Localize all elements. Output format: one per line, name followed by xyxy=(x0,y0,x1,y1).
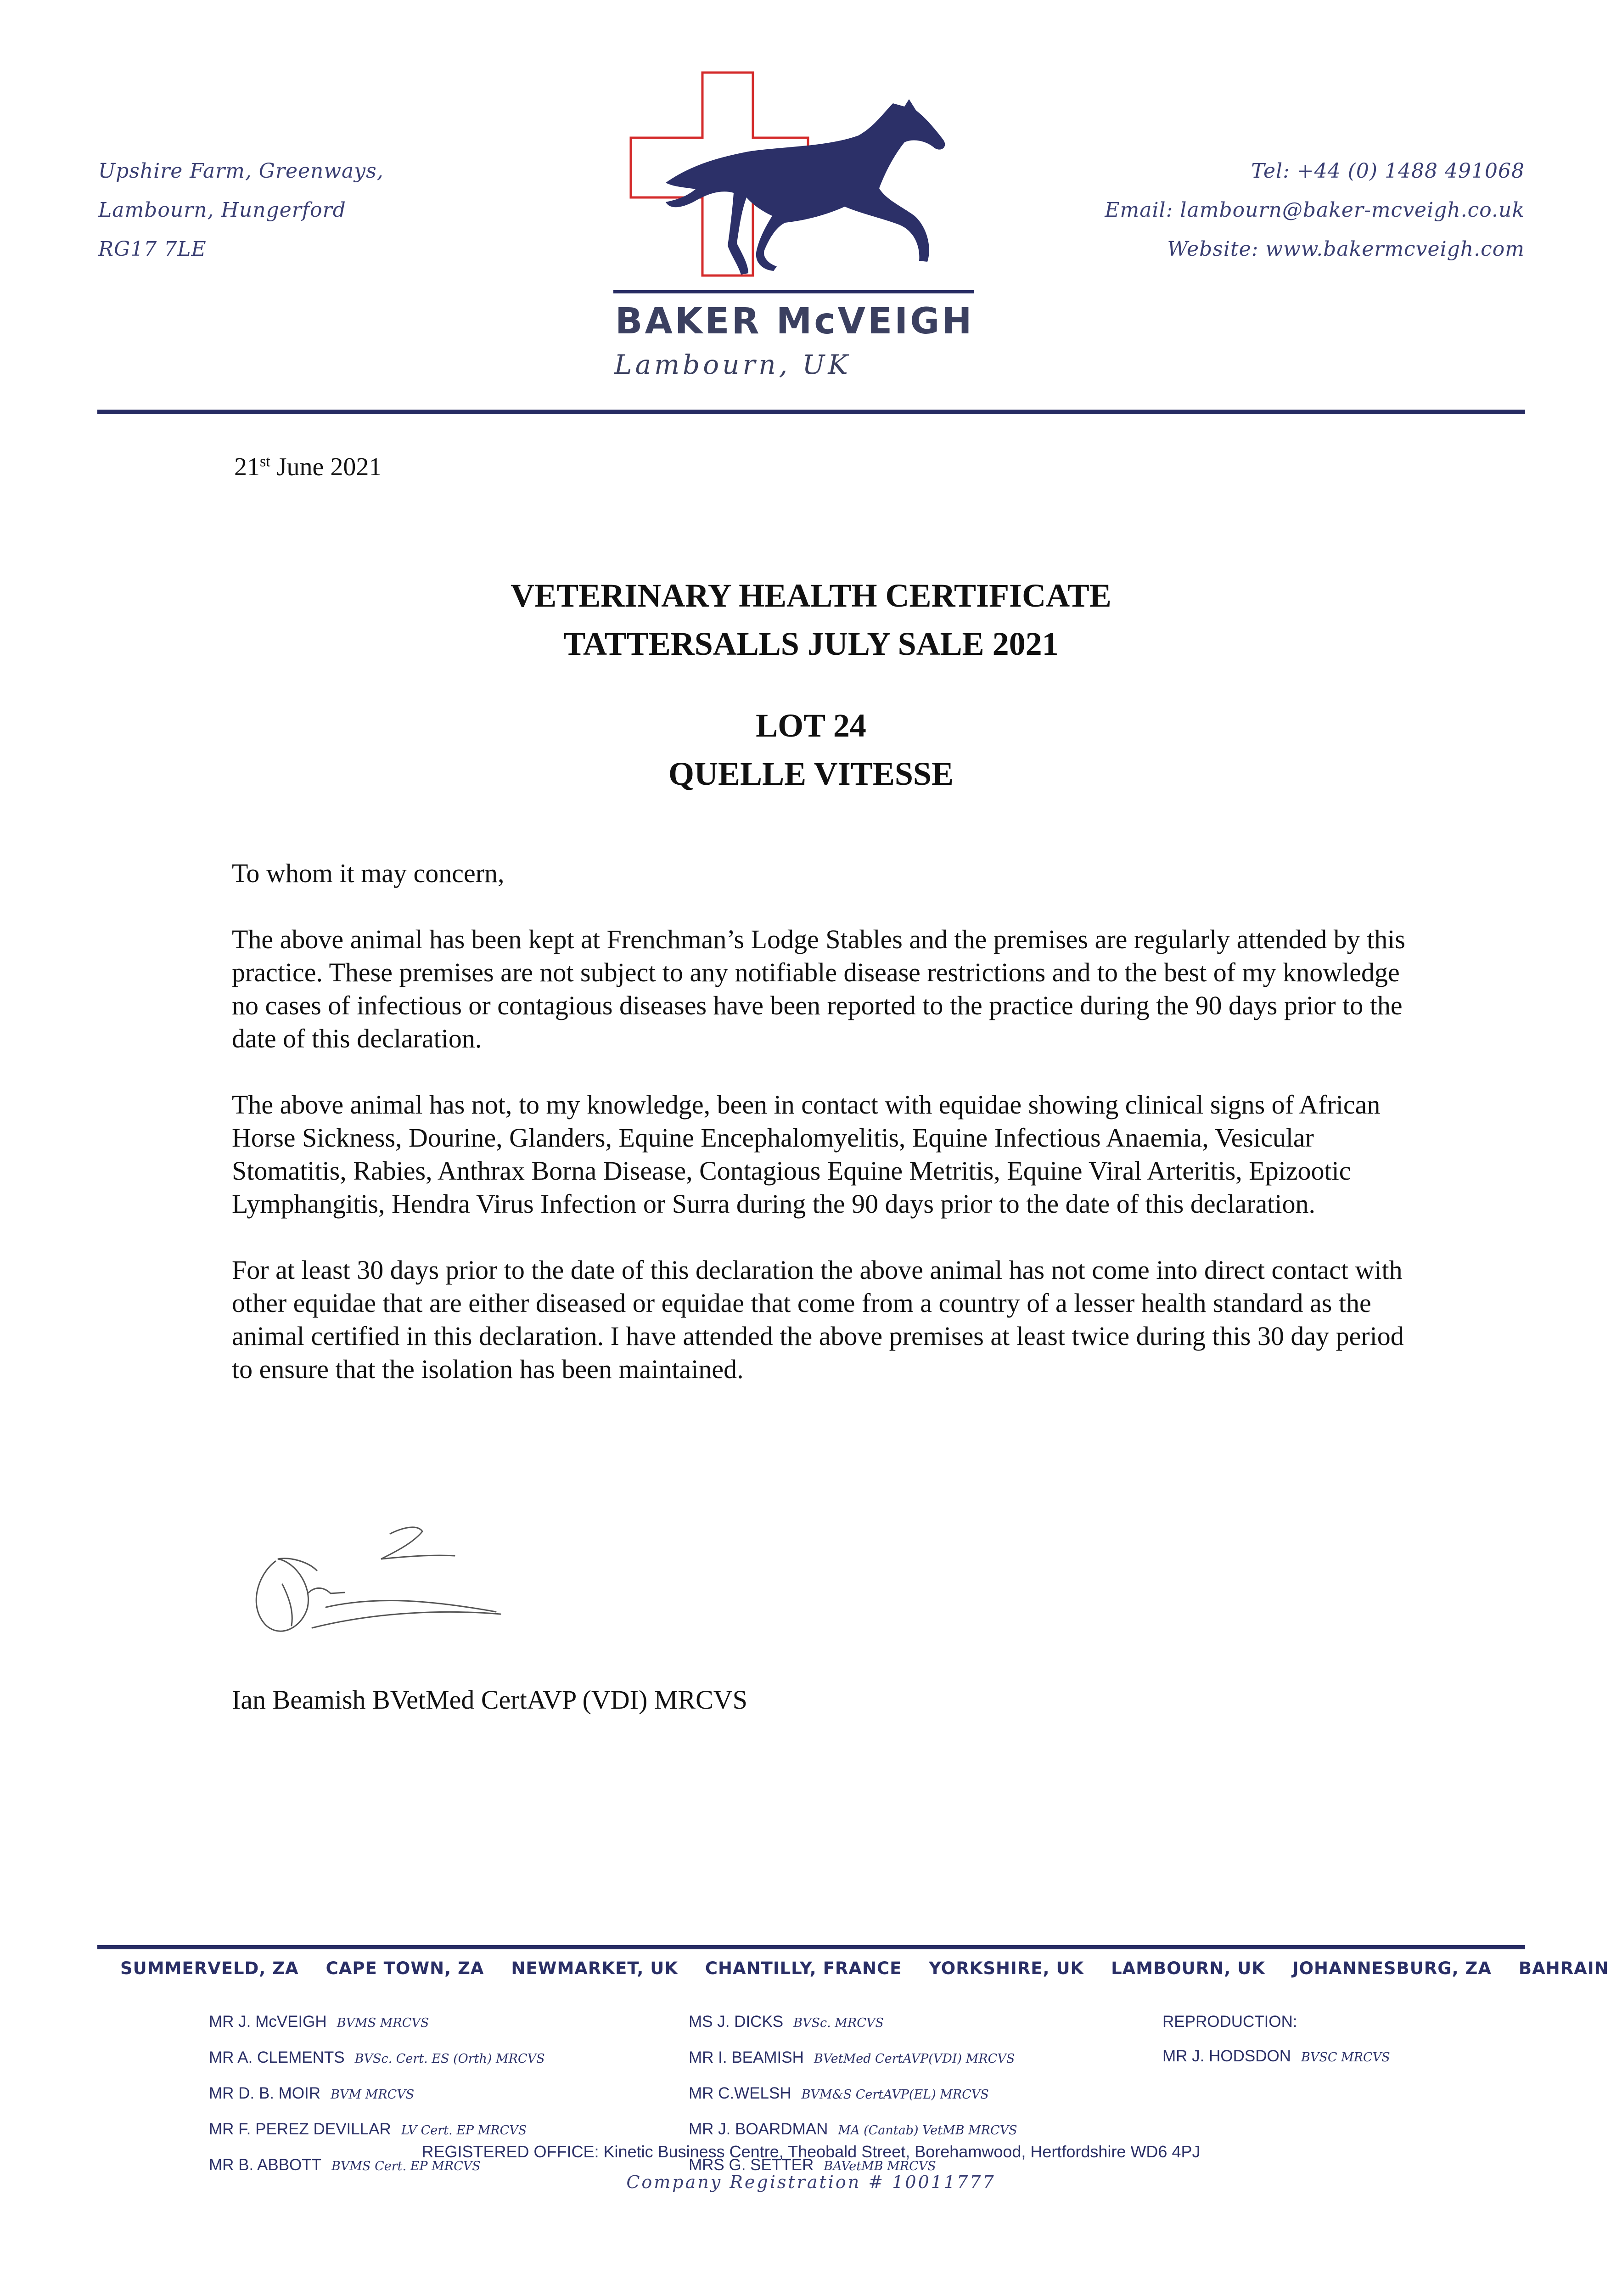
footer-divider xyxy=(97,1945,1525,1949)
staff-row: MS J. DICKS BVSc. MRCVS xyxy=(689,2013,884,2031)
reproduction-label: REPRODUCTION: xyxy=(1162,2013,1297,2031)
staff-row: MR C.WELSH BVM&S CertAVP(EL) MRCVS xyxy=(689,2084,989,2102)
staff-row: MR J. McVEIGH BVMS MRCVS xyxy=(209,2013,429,2031)
handwritten-signature xyxy=(239,1515,533,1649)
header-divider xyxy=(97,410,1525,414)
brand-name: BAKER McVEIGH xyxy=(615,301,974,342)
location-item: BAHRAIN xyxy=(1518,1958,1609,1978)
contact-website: Website: www.bakermcveigh.com xyxy=(1167,237,1525,261)
location-item: CAPE TOWN, ZA xyxy=(326,1958,484,1978)
staff-row: MR B. ABBOTT BVMS Cert. EP MRCVS xyxy=(209,2156,481,2174)
lot-heading xyxy=(0,702,1622,798)
certificate-title xyxy=(0,572,1622,668)
lot-number: LOT 24 xyxy=(756,707,866,744)
location-item: CHANTILLY, FRANCE xyxy=(705,1958,902,1978)
body-paragraph: The above animal has not, to my knowledge, been in contact with equidae showing clinical signs of African Horse Sickness, Dourine, Glanders, Equine Encephalomyelitis, Equine Infectious Anaemia, Vesicular Stomatitis, Rabies, Anthrax Borna Disease, Contagious Equine Metritis, Equine Viral Arteritis, Epizootic Lymphangitis, Hendra Virus Infection or Surra during the 90 days prior to the date of this declaration. xyxy=(232,1090,1381,1219)
body-paragraph: The above animal has been kept at Frenchman’s Lodge Stables and the premises are regularly attended by this practice. These premises are not subject to any notifiable disease restrictions and to the best of my knowledge no cases of infectious or contagious diseases have been reported to the practice during the 90 days prior to the date of this declaration. xyxy=(232,924,1405,1053)
letter-date: 21st June 2021 xyxy=(234,453,382,481)
galloping-horse-icon xyxy=(666,99,945,275)
staff-row: MR I. BEAMISH BVetMed CertAVP(VDI) MRCVS xyxy=(689,2048,1015,2066)
staff-row: MR A. CLEMENTS BVSc. Cert. ES (Orth) MRCVS xyxy=(209,2048,545,2066)
location-item: JOHANNESBURG, ZA xyxy=(1292,1958,1492,1978)
location-item: SUMMERVELD, ZA xyxy=(120,1958,299,1978)
staff-column-3 xyxy=(1162,2004,1390,2075)
address-line: Lambourn, Hungerford xyxy=(98,198,346,222)
location-item: LAMBOURN, UK xyxy=(1111,1958,1265,1978)
contact-phone: Tel: +44 (0) 1488 491068 xyxy=(1251,159,1525,183)
salutation: To whom it may concern, xyxy=(232,858,505,888)
location-item: YORKSHIRE, UK xyxy=(929,1958,1084,1978)
address-line: Upshire Farm, Greenways, xyxy=(98,159,384,183)
horse-name: QUELLE VITESSE xyxy=(668,755,954,792)
staff-row: MR J. BOARDMAN MA (Cantab) VetMB MRCVS xyxy=(689,2120,1017,2138)
address-line: RG17 7LE xyxy=(98,237,207,261)
letter-body xyxy=(232,857,1407,1419)
company-registration: Company Registration # 10011777 xyxy=(626,2172,996,2192)
body-paragraph: For at least 30 days prior to the date of this declaration the above animal has not come into direct contact with other equidae that are either diseased or equidae that come from a country of a lesser health standard as the animal certified in this declaration. I have attended the above premises at least twice during this 30 day period to ensure that the isolation has been maintained. xyxy=(232,1255,1404,1384)
brand-location: Lambourn, UK xyxy=(614,349,851,380)
registered-office: REGISTERED OFFICE: Kinetic Business Centre, Theobald Street, Borehamwood, Hertfordshire WD6 4PJ xyxy=(421,2142,1201,2161)
contact-email: Email: lambourn@baker-mcveigh.co.uk xyxy=(1105,198,1525,222)
staff-row: MRS G. SETTER BAVetMB MRCVS xyxy=(689,2156,936,2174)
staff-row: MR J. HODSDON BVSC MRCVS xyxy=(1162,2047,1390,2065)
title-line: TATTERSALLS JULY SALE 2021 xyxy=(563,625,1059,662)
logo-underline xyxy=(613,290,974,293)
title-line: VETERINARY HEALTH CERTIFICATE xyxy=(511,577,1111,614)
staff-row: MR D. B. MOIR BVM MRCVS xyxy=(209,2084,415,2102)
address-block xyxy=(98,152,384,269)
contact-block xyxy=(1105,152,1525,269)
location-item: NEWMARKET, UK xyxy=(511,1958,678,1978)
office-locations xyxy=(120,1958,1622,1978)
signatory-name: Ian Beamish BVetMed CertAVP (VDI) MRCVS xyxy=(232,1685,747,1715)
horse-cross-logo xyxy=(611,69,987,298)
staff-row: MR F. PEREZ DEVILLAR LV Cert. EP MRCVS xyxy=(209,2120,527,2138)
